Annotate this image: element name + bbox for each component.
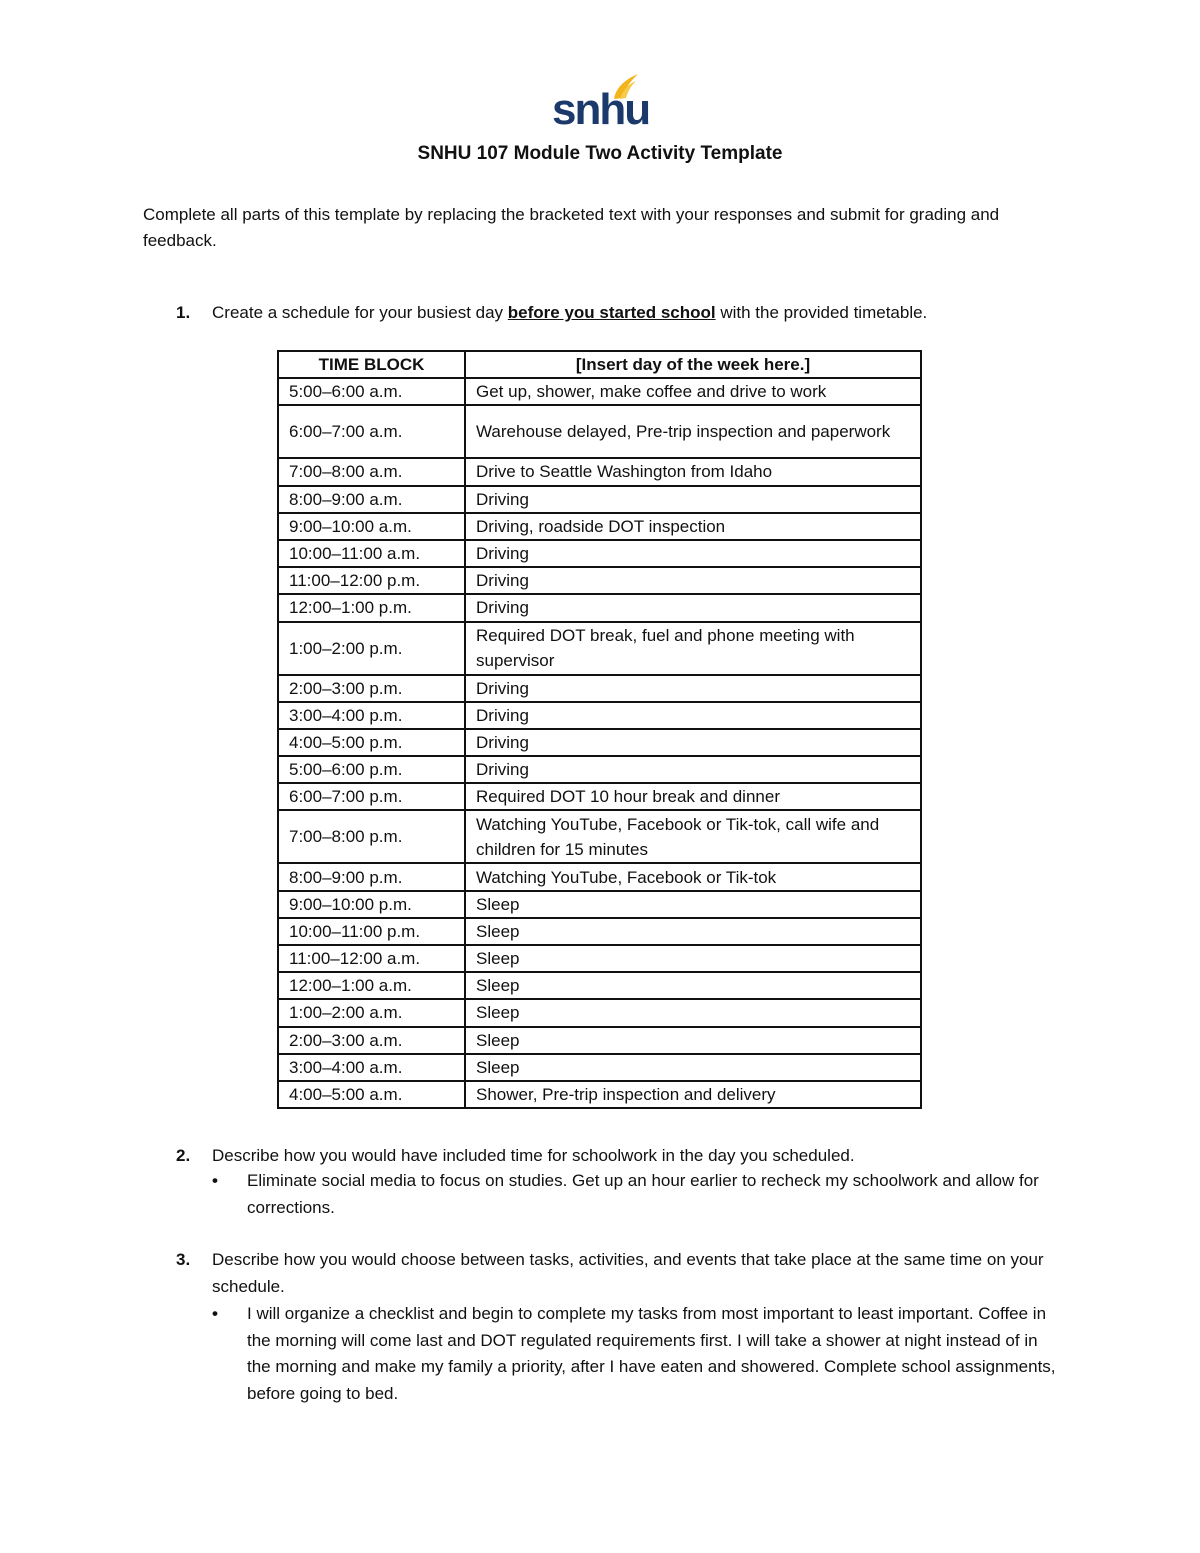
table-row [278,891,921,918]
table-row [278,783,921,810]
activity-cell: Driving [465,540,921,567]
table-row [278,405,921,458]
column-header-day: [Insert day of the week here.] [465,351,921,378]
table-row [278,999,921,1026]
time-block-cell: 2:00–3:00 a.m. [278,1027,465,1054]
activity-cell: Watching YouTube, Facebook or Tik-tok, call wife and children for 15 minutes [465,810,921,863]
snhu-logo [552,72,650,134]
page-title: SNHU 107 Module Two Activity Template [417,143,783,164]
time-block-cell: 3:00–4:00 p.m. [278,702,465,729]
bullet-icon: • [212,1304,218,1323]
answer-text: Eliminate social media to focus on studies. Get up an hour earlier to recheck my schoolwork and allow for corrections. [247,1171,1039,1217]
table-row [278,729,921,756]
table-row [278,378,921,405]
time-block-cell: 1:00–2:00 p.m. [278,622,465,675]
intro-paragraph: Complete all parts of this template by replacing the bracketed text with your responses and submit for grading and feedback. [143,205,1000,250]
time-block-cell: 5:00–6:00 a.m. [278,378,465,405]
activity-cell: Watching YouTube, Facebook or Tik-tok [465,863,921,890]
activity-cell: Sleep [465,999,921,1026]
time-block-cell: 4:00–5:00 p.m. [278,729,465,756]
activity-cell: Driving [465,729,921,756]
table-row [278,567,921,594]
time-block-cell: 3:00–4:00 a.m. [278,1054,465,1081]
time-block-cell: 7:00–8:00 a.m. [278,458,465,485]
time-block-cell: 10:00–11:00 p.m. [278,918,465,945]
table-row [278,594,921,621]
table-row [278,675,921,702]
table-row [278,540,921,567]
activity-cell: Driving [465,702,921,729]
time-block-cell: 6:00–7:00 a.m. [278,405,465,458]
activity-cell: Drive to Seattle Washington from Idaho [465,458,921,485]
activity-cell: Driving [465,675,921,702]
table-row [278,458,921,485]
activity-cell: Required DOT break, fuel and phone meeting with supervisor [465,622,921,675]
time-block-cell: 4:00–5:00 a.m. [278,1081,465,1108]
time-block-cell: 8:00–9:00 a.m. [278,486,465,513]
activity-cell: Required DOT 10 hour break and dinner [465,783,921,810]
activity-cell: Driving [465,594,921,621]
question-text: Describe how you would have included time for schoolwork in the day you scheduled. [212,1146,855,1165]
table-row [278,486,921,513]
table-row [278,1027,921,1054]
time-block-cell: 11:00–12:00 a.m. [278,945,465,972]
time-block-cell: 9:00–10:00 a.m. [278,513,465,540]
table-row [278,622,921,675]
time-block-cell: 7:00–8:00 p.m. [278,810,465,863]
table-row [278,756,921,783]
question-number: 3. [176,1250,191,1269]
schedule-table [277,350,922,1109]
table-row [278,702,921,729]
activity-cell: Driving [465,567,921,594]
time-block-cell: 2:00–3:00 p.m. [278,675,465,702]
emphasis-text: before you started school [507,303,716,322]
table-row [278,918,921,945]
table-row [278,945,921,972]
answer-text: I will organize a checklist and begin to complete my tasks from most important to least important. Coffee in the morning will come last and DOT regulated requirements first. I will take a shower at night instead of in the morning and make my family a priority, after I have eaten and showered. Complete school assignments, before going to bed. [247,1304,1056,1403]
activity-cell: Sleep [465,972,921,999]
table-row [278,810,921,863]
table-row [278,863,921,890]
time-block-cell: 9:00–10:00 p.m. [278,891,465,918]
time-block-cell: 1:00–2:00 a.m. [278,999,465,1026]
activity-cell: Driving, roadside DOT inspection [465,513,921,540]
activity-cell: Warehouse delayed, Pre-trip inspection and paperwork [465,405,921,458]
activity-cell: Get up, shower, make coffee and drive to work [465,378,921,405]
time-block-cell: 10:00–11:00 a.m. [278,540,465,567]
activity-cell: Sleep [465,891,921,918]
table-row [278,972,921,999]
table-row [278,1054,921,1081]
activity-cell: Sleep [465,918,921,945]
table-row [278,513,921,540]
table-header-row [278,351,921,378]
activity-cell: Driving [465,756,921,783]
question-text: Create a schedule for your busiest day before you started school with the provided timetable. [212,303,928,322]
column-header-time: TIME BLOCK [278,351,465,378]
time-block-cell: 5:00–6:00 p.m. [278,756,465,783]
activity-cell: Sleep [465,945,921,972]
table-row [278,1081,921,1108]
activity-cell: Sleep [465,1027,921,1054]
time-block-cell: 8:00–9:00 p.m. [278,863,465,890]
time-block-cell: 11:00–12:00 p.m. [278,567,465,594]
activity-cell: Driving [465,486,921,513]
activity-cell: Sleep [465,1054,921,1081]
activity-cell: Shower, Pre-trip inspection and delivery [465,1081,921,1108]
question-number: 1. [176,303,191,322]
question-text: Describe how you would choose between tasks, activities, and events that take place at the same time on your schedule. [212,1250,1044,1296]
time-block-cell: 12:00–1:00 a.m. [278,972,465,999]
bullet-icon: • [212,1171,218,1190]
time-block-cell: 12:00–1:00 p.m. [278,594,465,621]
time-block-cell: 6:00–7:00 p.m. [278,783,465,810]
logo-wordmark: snhu [552,85,650,134]
question-number: 2. [176,1146,191,1165]
